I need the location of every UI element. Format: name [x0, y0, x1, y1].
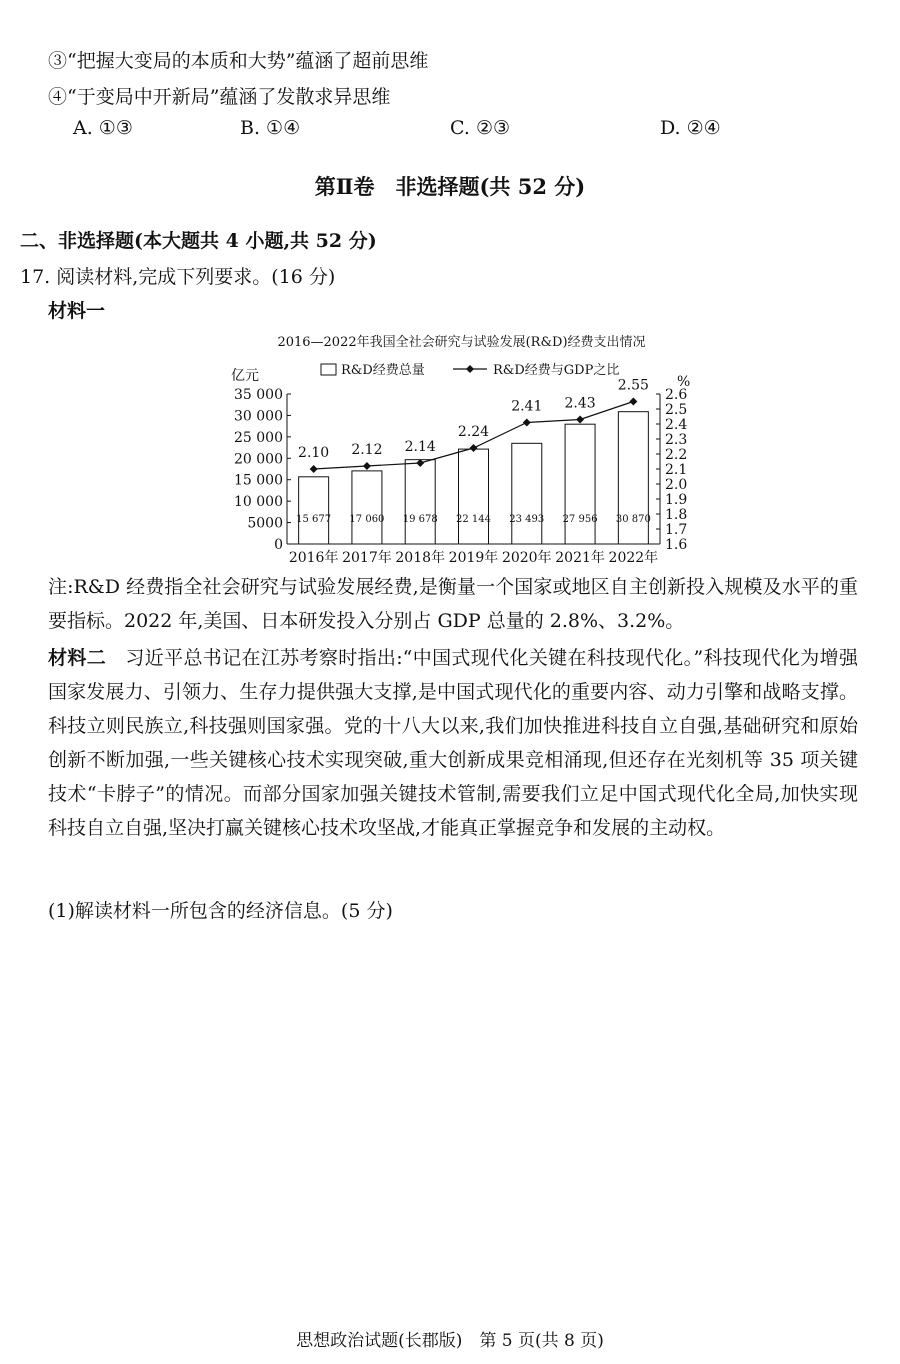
- ratio-label: 2.12: [351, 442, 383, 458]
- legend-bar-label: R&D经费总量: [341, 363, 425, 378]
- left-tick-label: 10 000: [234, 494, 283, 511]
- left-tick-label: 0: [274, 537, 283, 553]
- right-tick-label: 2.4: [665, 417, 688, 433]
- material2-paragraph: [48, 641, 858, 845]
- ratio-point: [629, 398, 637, 406]
- choice-item-4: ④“于变局中开新局”蕴涵了发散求异思维: [48, 86, 391, 108]
- left-tick-label: 15 000: [234, 472, 283, 489]
- ratio-label: 2.14: [404, 439, 436, 455]
- option-b: B. ①④: [240, 117, 301, 139]
- bar-value-label: 23 493: [509, 514, 545, 525]
- material1-label: 材料一: [48, 300, 106, 322]
- bar-value-label: 22 144: [456, 514, 491, 525]
- bar: [299, 477, 329, 544]
- right-tick-label: 2.3: [665, 432, 688, 448]
- option-a: A. ①③: [73, 117, 133, 139]
- ratio-label: 2.43: [564, 395, 596, 412]
- right-axis-unit: %: [677, 374, 691, 390]
- x-tick-label: 2022年: [608, 550, 659, 566]
- sub-question-1: (1)解读材料一所包含的经济信息。(5 分): [48, 900, 393, 922]
- bar: [405, 460, 435, 544]
- rd-chart: [225, 328, 705, 568]
- ratio-label: 2.24: [457, 424, 490, 440]
- ratio-label: 2.55: [617, 377, 649, 394]
- left-tick-label: 35 000: [234, 387, 283, 403]
- x-tick-label: 2016年: [288, 550, 339, 566]
- question-17: 17. 阅读材料,完成下列要求。(16 分): [20, 266, 336, 288]
- bar: [565, 424, 595, 544]
- left-tick-label: 25 000: [234, 429, 283, 446]
- bar: [352, 471, 382, 544]
- left-tick-label: 5000: [247, 515, 283, 532]
- legend-line-label: R&D经费与GDP之比: [493, 363, 620, 378]
- right-tick-label: 1.7: [665, 522, 688, 538]
- option-c: C. ②③: [450, 117, 511, 139]
- right-tick-label: 2.5: [665, 402, 688, 418]
- page-footer: 思想政治试题(长郡版) 第 5 页(共 8 页): [296, 1331, 604, 1351]
- bar-value-label: 17 060: [349, 514, 385, 525]
- bar-value-label: 30 870: [615, 514, 651, 525]
- legend-line-marker: [466, 365, 474, 373]
- ratio-point: [576, 416, 584, 424]
- right-tick-label: 1.9: [665, 492, 688, 508]
- option-d: D. ②④: [660, 117, 721, 139]
- right-tick-label: 2.1: [665, 462, 688, 478]
- right-tick-label: 2.0: [665, 477, 688, 493]
- x-tick-label: 2017年: [342, 550, 392, 566]
- ratio-label: 2.41: [511, 398, 543, 415]
- left-tick-label: 20 000: [234, 451, 283, 468]
- note-text: 注:R&D 经费指全社会研究与试验发展经费,是衡量一个国家或地区自主创新投入规模及水平的重要指标。2022 年,美国、日本研发投入分别占 GDP 总量的 2.8%、3.2%。: [48, 576, 858, 632]
- note-paragraph: [48, 570, 858, 638]
- choice-item-3: ③“把握大变局的本质和大势”蕴涵了超前思维: [48, 50, 429, 72]
- x-tick-label: 2021年: [555, 550, 605, 566]
- right-tick-label: 1.8: [665, 507, 688, 523]
- x-tick-label: 2020年: [501, 550, 552, 566]
- legend-bar-swatch: [321, 364, 336, 375]
- bar-value-label: 19 678: [402, 514, 438, 525]
- right-tick-label: 2.6: [665, 387, 688, 403]
- ratio-point: [363, 462, 371, 470]
- left-axis-unit: 亿元: [231, 368, 259, 384]
- bar-value-label: 27 956: [562, 514, 598, 525]
- bar: [459, 449, 489, 544]
- ratio-point: [523, 419, 531, 427]
- x-tick-label: 2019年: [448, 550, 499, 566]
- bar-value-label: 15 677: [296, 514, 332, 525]
- material2-text: 习近平总书记在江苏考察时指出:“中国式现代化关键在科技现代化。”科技现代化为增强国家发展力、引领力、生存力提供强大支撑,是中国式现代化的重要内容、动力引擎和战略支撑。科技立则民族立,科技强则国家强。党的十八大以来,我们加快推进科技自立自强,基础研究和原始创新不断加强,一些关键核心技术实现突破,重大创新成果竞相涌现,但还存在光刻机等 35 项关键技术“卡脖子”的情况。而部分国家加强关键技术管制,需要我们立足中国式现代化全局,加快实现科技自立自强,坚决打赢关键核心技术攻坚战,才能真正掌握竞争和发展的主动权。: [48, 647, 858, 839]
- left-tick-label: 30 000: [234, 408, 283, 425]
- section-title: 第Ⅱ卷 非选择题(共 52 分): [314, 174, 586, 199]
- part-heading: 二、非选择题(本大题共 4 小题,共 52 分): [20, 230, 377, 252]
- right-tick-label: 1.6: [665, 537, 688, 553]
- ratio-point: [310, 465, 318, 473]
- x-tick-label: 2018年: [395, 550, 446, 566]
- material2-label: 材料二: [48, 647, 107, 669]
- chart-title: 2016—2022年我国全社会研究与试验发展(R&D)经费支出情况: [277, 335, 646, 350]
- ratio-label: 2.10: [298, 445, 330, 461]
- right-tick-label: 2.2: [665, 447, 688, 463]
- bar: [512, 443, 542, 544]
